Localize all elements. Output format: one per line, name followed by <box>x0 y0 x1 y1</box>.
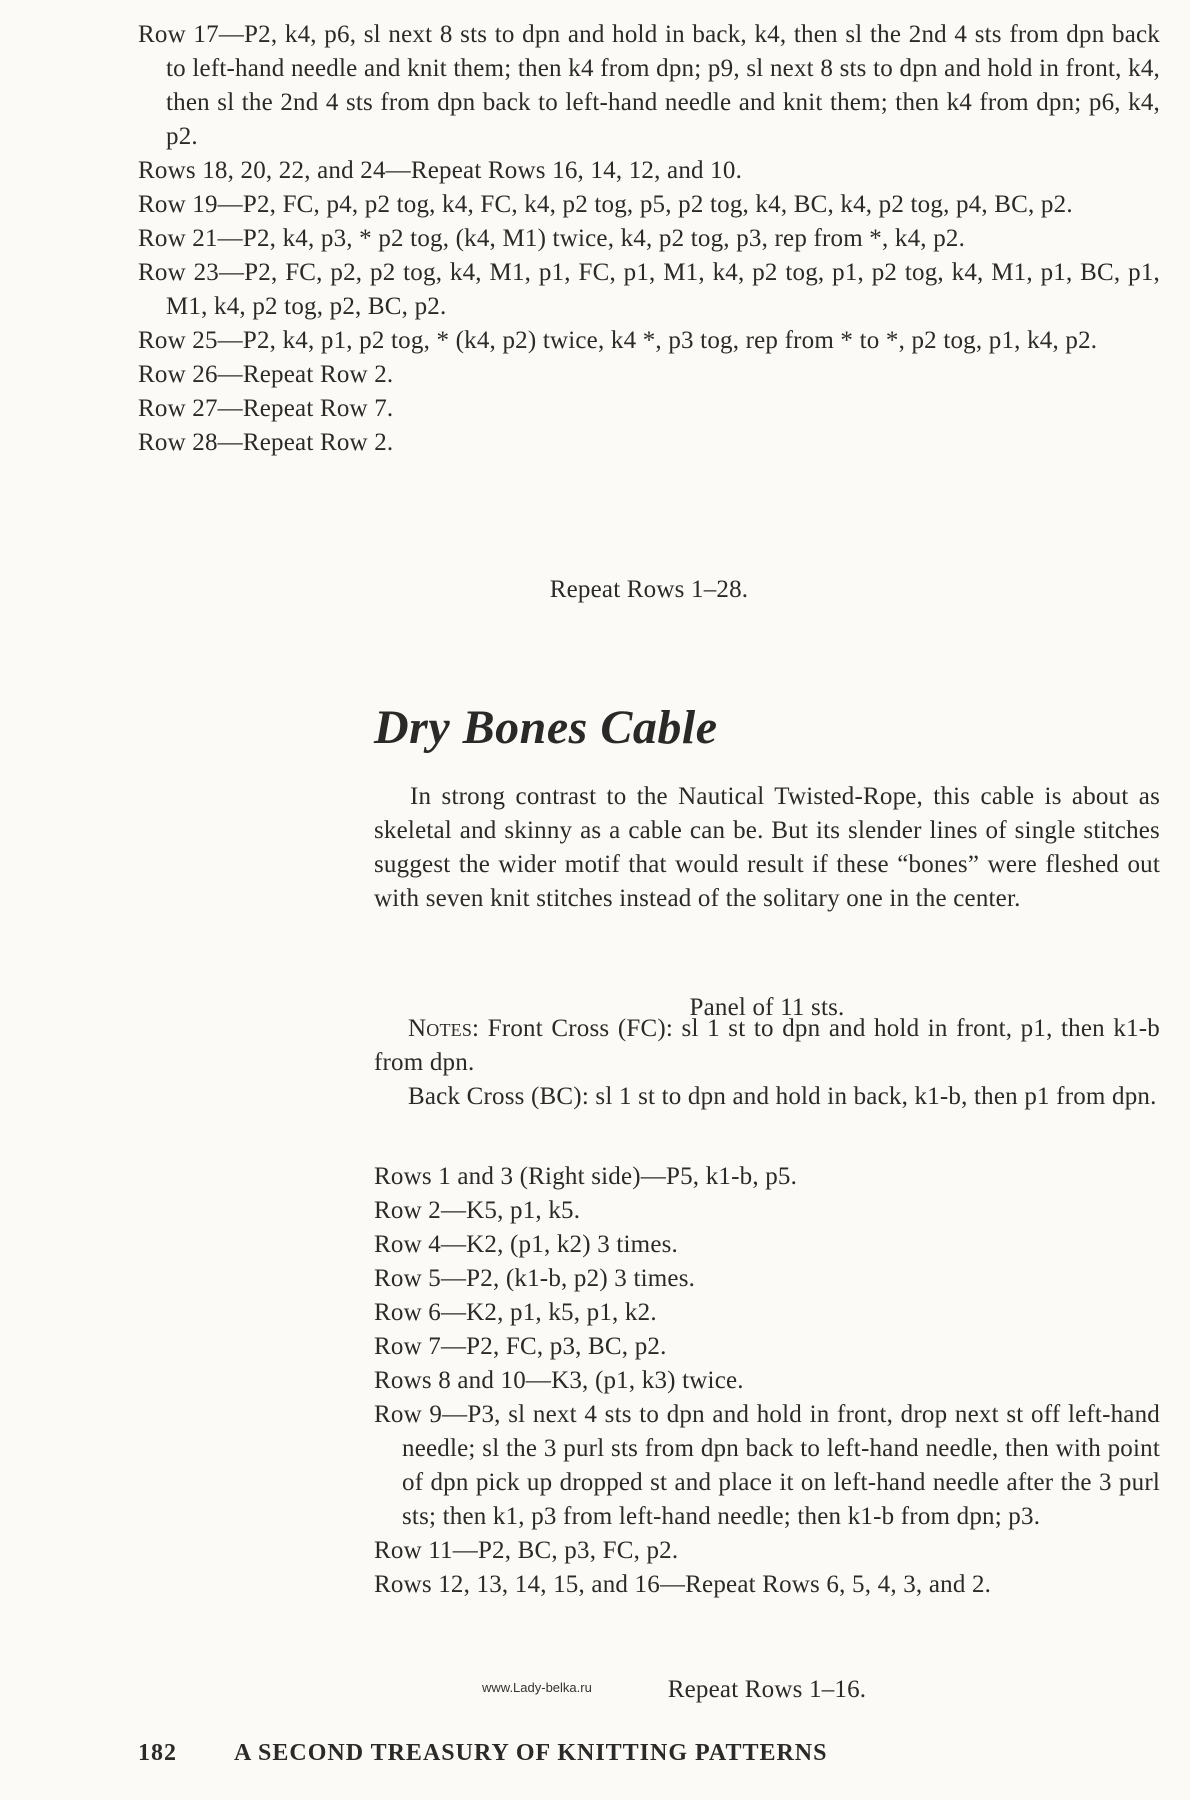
book-title: A SECOND TREASURY OF KNITTING PATTERNS <box>234 1740 828 1766</box>
row-26: Row 26—Repeat Row 2. <box>138 361 394 388</box>
note-back-cross: Back Cross (BC): sl 1 st to dpn and hold in back, k1-b, then p1 from dpn. <box>408 1083 1157 1110</box>
row-9: Row 9—P3, sl next 4 sts to dpn and hold in front, drop next st off left-hand needle; sl the 3 purl sts from dpn back to left-hand needle, then with point of dpn pick up dropped st and place it on left-hand needle after the 3 purl sts; then k1, p3 from left-hand needle; then k1-b from dpn; p3. <box>374 1401 1160 1530</box>
notes-block <box>374 1012 1160 1114</box>
previous-pattern-rows <box>138 18 1160 460</box>
intro-text: In strong contrast to the Nautical Twisted-Rope, this cable is about as skeletal and skinny as a cable can be. But its slender lines of single stitches suggest the wider motif that would result if these “bones” were fleshed out with seven knit stitches instead of the solitary one in the center. <box>374 783 1160 912</box>
repeat-rows-1-16: Repeat Rows 1–16. <box>667 1676 867 1703</box>
page-footer <box>138 1740 827 1767</box>
rows-12-16: Rows 12, 13, 14, 15, and 16—Repeat Rows 6, 5, 4, 3, and 2. <box>374 1571 992 1598</box>
front-cross-text: Front Cross (FC): sl 1 st to dpn and hold in front, p1, then k1-b from dpn. <box>374 1015 1161 1076</box>
rows-1-3: Rows 1 and 3 (Right side)—P5, k1-b, p5. <box>374 1163 798 1190</box>
row-28: Row 28—Repeat Row 2. <box>138 429 394 456</box>
row-2: Row 2—K5, p1, k5. <box>374 1197 581 1224</box>
rows-8-10: Rows 8 and 10—K3, (p1, k3) twice. <box>374 1367 744 1394</box>
row-11: Row 11—P2, BC, p3, FC, p2. <box>374 1537 679 1564</box>
row-21: Row 21—P2, k4, p3, * p2 tog, (k4, M1) twice, k4, p2 tog, p3, rep from *, k4, p2. <box>138 225 966 252</box>
row-23: Row 23—P2, FC, p2, p2 tog, k4, M1, p1, FC, p1, M1, k4, p2 tog, p1, p2 tog, k4, M1, p1, BC, p1, M1, k4, p2 tog, p2, BC, p2. <box>138 259 1160 320</box>
panel-size: Panel of 11 sts. <box>689 994 845 1021</box>
row-6: Row 6—K2, p1, k5, p1, k2. <box>374 1299 657 1326</box>
intro-paragraph <box>374 780 1160 916</box>
row-5: Row 5—P2, (k1-b, p2) 3 times. <box>374 1265 696 1292</box>
section-title: Dry Bones Cable <box>374 701 718 754</box>
row-25: Row 25—P2, k4, p1, p2 tog, * (k4, p2) twice, k4 *, p3 tog, rep from * to *, p2 tog, p1, k4, p2. <box>138 327 1098 354</box>
notes-label: Notes: <box>408 1015 480 1042</box>
dry-bones-rows <box>374 1160 1160 1602</box>
row-17: Row 17—P2, k4, p6, sl next 8 sts to dpn and hold in back, k4, then sl the 2nd 4 sts from dpn back to left-hand needle and knit them; then k4 from dpn; p9, sl next 8 sts to dpn and hold in front, k4, then sl the 2nd 4 sts from dpn back to left-hand needle and knit them; then k4 from dpn; p6, k4, p2. <box>138 21 1160 150</box>
rows-18-24: Rows 18, 20, 22, and 24—Repeat Rows 16, 14, 12, and 10. <box>138 157 743 184</box>
row-7: Row 7—P2, FC, p3, BC, p2. <box>374 1333 667 1360</box>
row-4: Row 4—K2, (p1, k2) 3 times. <box>374 1231 678 1258</box>
watermark-url: www.Lady-belka.ru <box>482 1680 592 1695</box>
page-number: 182 <box>138 1740 177 1766</box>
repeat-rows-1-28: Repeat Rows 1–28. <box>549 576 749 603</box>
note-front-cross <box>374 1012 1160 1080</box>
row-27: Row 27—Repeat Row 7. <box>138 395 394 422</box>
row-19: Row 19—P2, FC, p4, p2 tog, k4, FC, k4, p2 tog, p5, p2 tog, k4, BC, k4, p2 tog, p4, BC, p2. <box>138 191 1073 218</box>
